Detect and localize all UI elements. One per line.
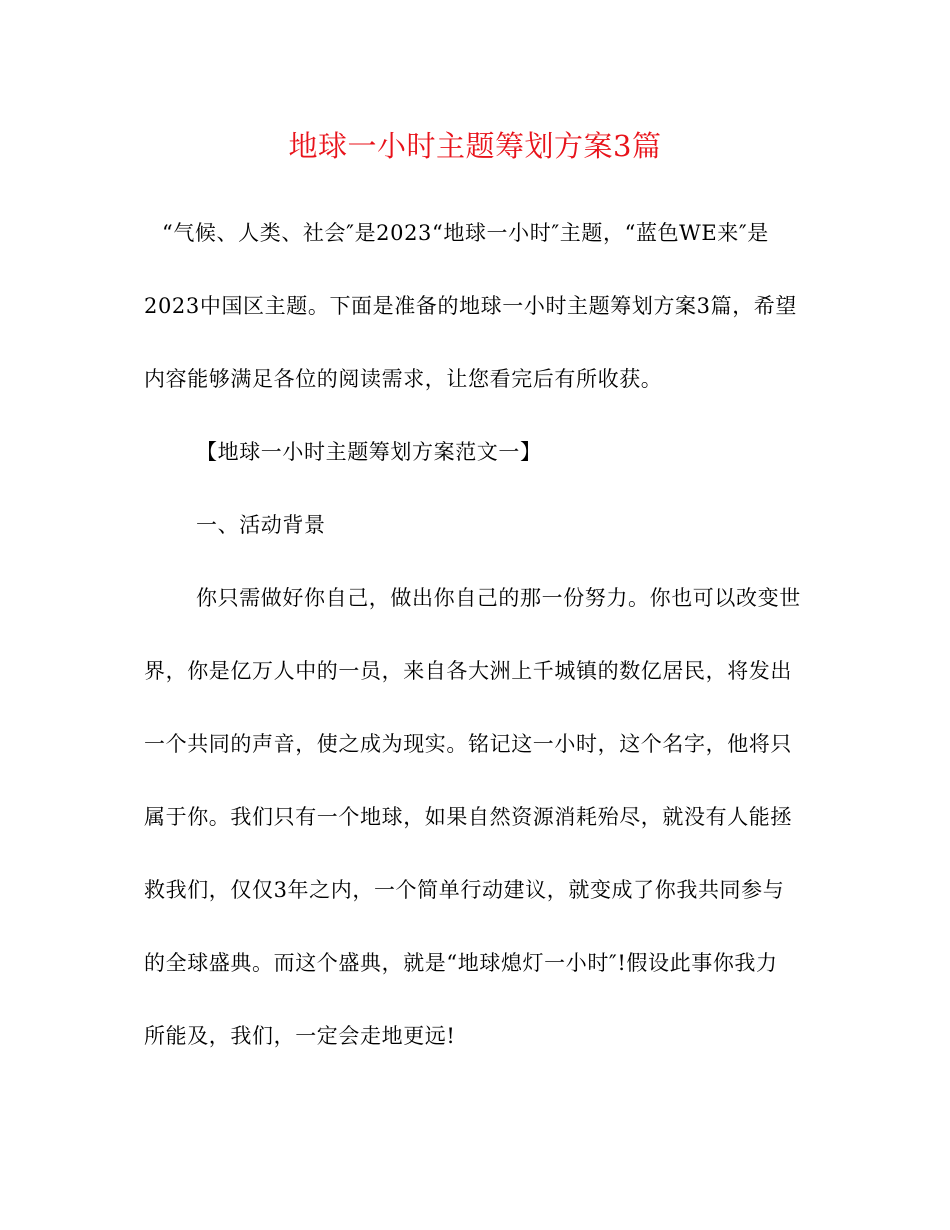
- document-title: 地球一小时主题筹划方案3篇: [288, 129, 662, 163]
- body-line: 属于你。我们只有一个地球，如果自然资源消耗殆尽，就没有人能拯: [144, 805, 792, 829]
- body-line: 的全球盛典。而这个盛典，就是“地球熄灯一小时″!假设此事你我力: [144, 951, 778, 975]
- subheading: 一、活动背景: [196, 513, 326, 537]
- body-line: 你只需做好你自己，做出你自己的那一份努力。你也可以改变世: [196, 586, 801, 610]
- intro-line: “气候、人类、社会″是2023“地球一小时″主题，“蓝色WE来″是: [162, 221, 769, 245]
- body-line: 救我们，仅仅3年之内，一个简单行动建议，就变成了你我共同参与: [144, 878, 785, 902]
- intro-line: 内容能够满足各位的阅读需求，让您看完后有所收获。: [144, 367, 663, 391]
- intro-line: 2023中国区主题。下面是准备的地球一小时主题筹划方案3篇，希望: [144, 294, 798, 318]
- section-heading: 【地球一小时主题筹划方案范文一】: [196, 440, 542, 464]
- body-line: 所能及，我们，一定会走地更远!: [144, 1024, 456, 1048]
- body-line: 界，你是亿万人中的一员，来自各大洲上千城镇的数亿居民，将发出: [144, 659, 792, 683]
- body-line: 一个共同的声音，使之成为现实。铭记这一小时，这个名字，他将只: [144, 732, 792, 756]
